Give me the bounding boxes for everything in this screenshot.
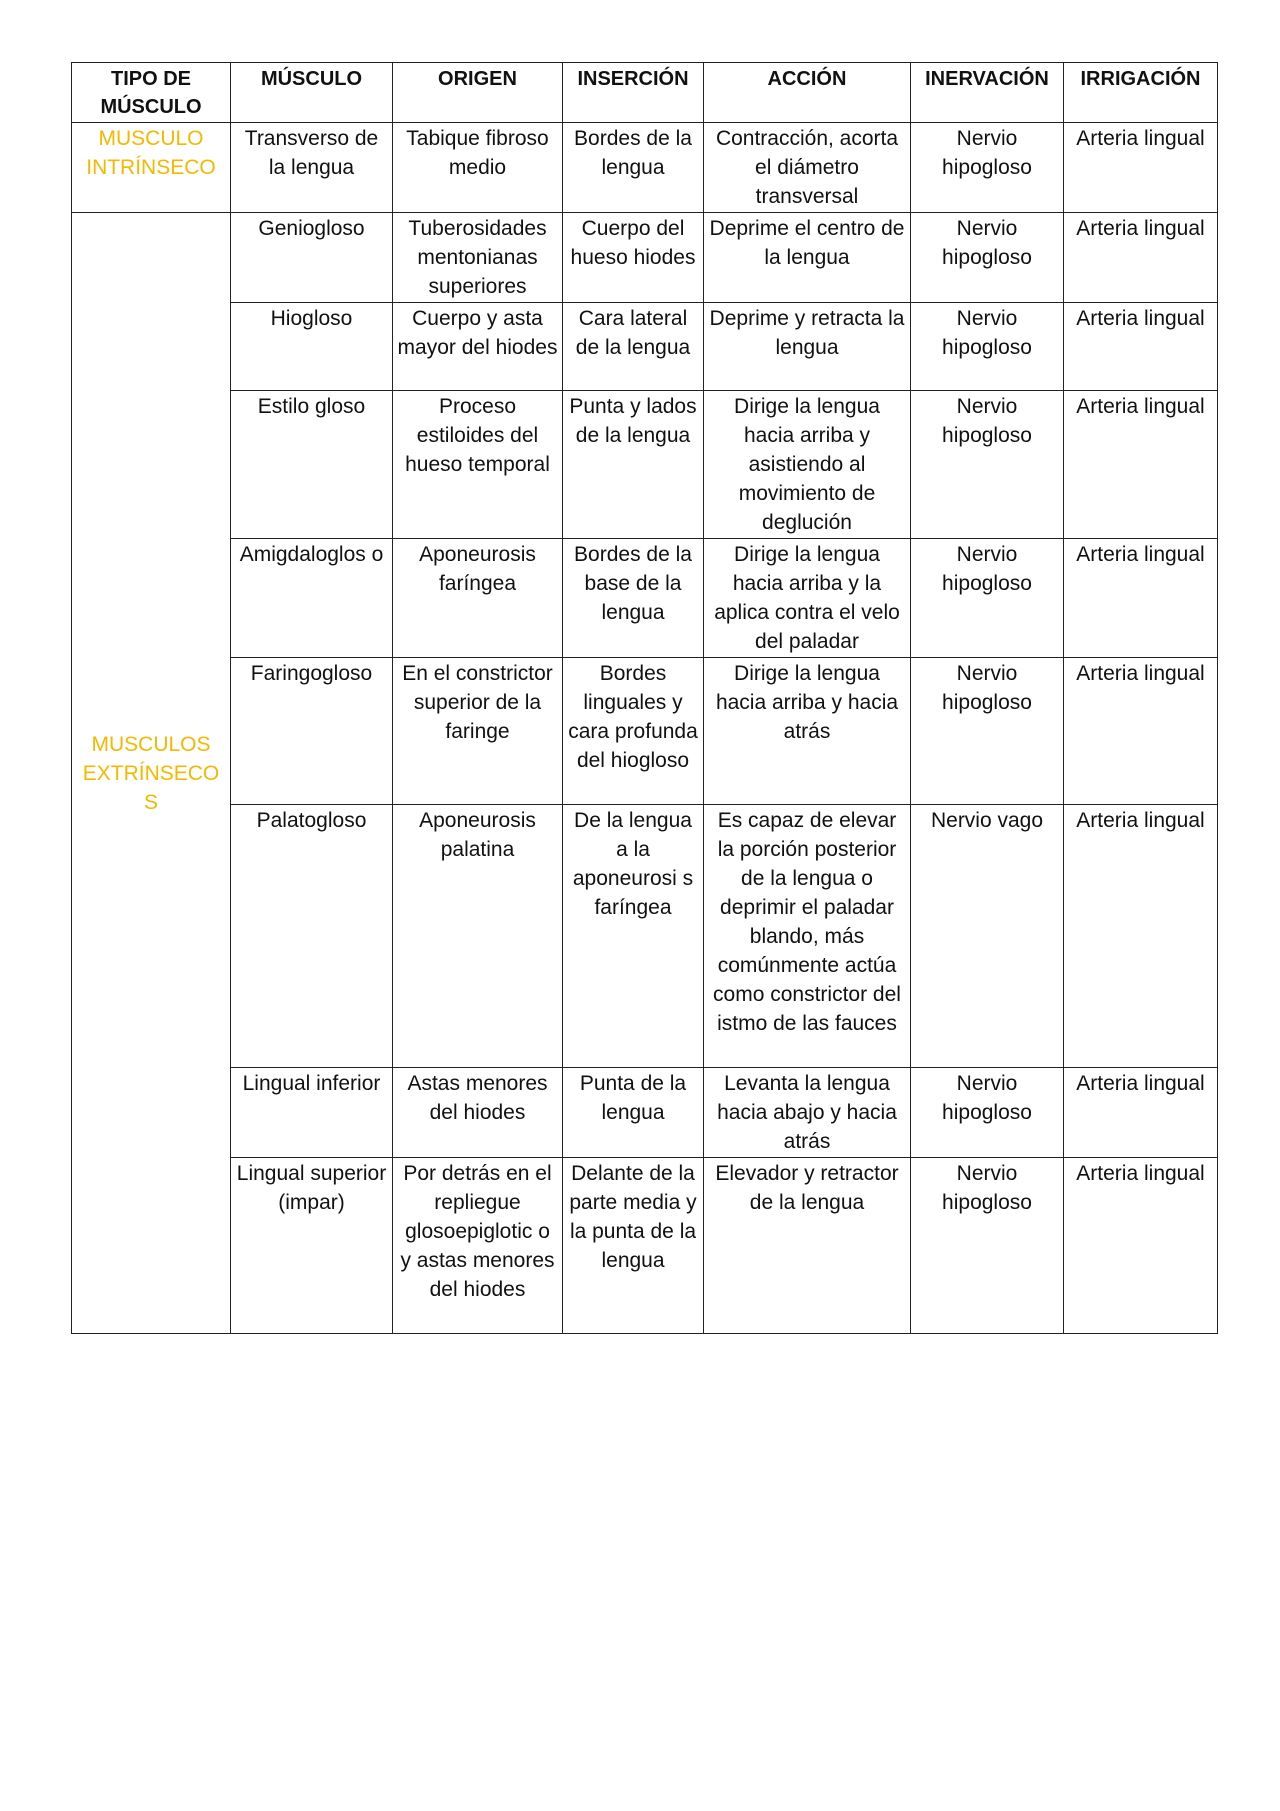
accion-cell: Dirige la lengua hacia arriba y la aplica contra el velo del paladar — [704, 539, 911, 658]
origen-cell: Cuerpo y asta mayor del hiodes — [393, 303, 563, 391]
table-row — [72, 1068, 1218, 1158]
inervacion-cell: Nervio hipogloso — [911, 1068, 1064, 1158]
header-accion: ACCIÓN — [704, 63, 911, 123]
header-tipo-de-musculo: TIPO DE MÚSCULO — [72, 63, 231, 123]
musculo-cell: Lingual inferior — [231, 1068, 393, 1158]
irrigacion-cell: Arteria lingual — [1064, 391, 1218, 539]
origen-cell: Aponeurosis faríngea — [393, 539, 563, 658]
insercion-cell: Bordes linguales y cara profunda del hiogloso — [563, 658, 704, 805]
header-irrigacion: IRRIGACIÓN — [1064, 63, 1218, 123]
insercion-cell: De la lengua a la aponeurosi s faríngea — [563, 805, 704, 1068]
header-origen: ORIGEN — [393, 63, 563, 123]
table-row — [72, 805, 1218, 1068]
musculo-cell: Hiogloso — [231, 303, 393, 391]
irrigacion-cell: Arteria lingual — [1064, 123, 1218, 213]
accion-cell: Contracción, acorta el diámetro transversal — [704, 123, 911, 213]
table-row — [72, 123, 1218, 213]
origen-cell: Aponeurosis palatina — [393, 805, 563, 1068]
inervacion-cell: Nervio hipogloso — [911, 123, 1064, 213]
accion-cell: Es capaz de elevar la porción posterior de la lengua o deprimir el paladar blando, más comúnmente actúa como constrictor del istmo de las fauces — [704, 805, 911, 1068]
origen-cell: Tabique fibroso medio — [393, 123, 563, 213]
irrigacion-cell: Arteria lingual — [1064, 213, 1218, 303]
musculo-cell: Palatogloso — [231, 805, 393, 1068]
origen-cell: En el constrictor superior de la faringe — [393, 658, 563, 805]
table-row — [72, 391, 1218, 539]
irrigacion-cell: Arteria lingual — [1064, 539, 1218, 658]
musculo-cell: Faringogloso — [231, 658, 393, 805]
insercion-cell: Cuerpo del hueso hiodes — [563, 213, 704, 303]
insercion-cell: Delante de la parte media y la punta de la lengua — [563, 1158, 704, 1334]
musculo-cell: Geniogloso — [231, 213, 393, 303]
table-row — [72, 213, 1218, 303]
origen-cell: Por detrás en el repliegue glosoepiglotic o y astas menores del hiodes — [393, 1158, 563, 1334]
table-header — [72, 63, 1218, 123]
accion-cell: Deprime el centro de la lengua — [704, 213, 911, 303]
table-row — [72, 658, 1218, 805]
insercion-cell: Punta y lados de la lengua — [563, 391, 704, 539]
musculo-cell: Transverso de la lengua — [231, 123, 393, 213]
accion-cell: Dirige la lengua hacia arriba y asistiendo al movimiento de deglución — [704, 391, 911, 539]
table-row — [72, 303, 1218, 391]
inervacion-cell: Nervio hipogloso — [911, 213, 1064, 303]
header-musculo: MÚSCULO — [231, 63, 393, 123]
inervacion-cell: Nervio hipogloso — [911, 539, 1064, 658]
header-row — [72, 63, 1218, 123]
musculo-cell: Lingual superior (impar) — [231, 1158, 393, 1334]
musculo-cell: Estilo gloso — [231, 391, 393, 539]
accion-cell: Elevador y retractor de la lengua — [704, 1158, 911, 1334]
inervacion-cell: Nervio hipogloso — [911, 1158, 1064, 1334]
musculo-cell: Amigdaloglos o — [231, 539, 393, 658]
type-cell-intrinseco: MUSCULO INTRÍNSECO — [72, 123, 231, 213]
table-row — [72, 1158, 1218, 1334]
origen-cell: Astas menores del hiodes — [393, 1068, 563, 1158]
insercion-cell: Punta de la lengua — [563, 1068, 704, 1158]
inervacion-cell: Nervio hipogloso — [911, 303, 1064, 391]
irrigacion-cell: Arteria lingual — [1064, 1158, 1218, 1334]
inervacion-cell: Nervio hipogloso — [911, 658, 1064, 805]
accion-cell: Deprime y retracta la lengua — [704, 303, 911, 391]
muscle-table — [71, 62, 1218, 1334]
accion-cell: Levanta la lengua hacia abajo y hacia atrás — [704, 1068, 911, 1158]
origen-cell: Proceso estiloides del hueso temporal — [393, 391, 563, 539]
accion-cell: Dirige la lengua hacia arriba y hacia atrás — [704, 658, 911, 805]
header-inervacion: INERVACIÓN — [911, 63, 1064, 123]
irrigacion-cell: Arteria lingual — [1064, 805, 1218, 1068]
type-cell-extrinsecos: MUSCULOS EXTRÍNSECOS — [72, 213, 231, 1334]
document-page — [71, 62, 1217, 1334]
origen-cell: Tuberosidades mentonianas superiores — [393, 213, 563, 303]
irrigacion-cell: Arteria lingual — [1064, 658, 1218, 805]
insercion-cell: Bordes de la base de la lengua — [563, 539, 704, 658]
irrigacion-cell: Arteria lingual — [1064, 303, 1218, 391]
table-body — [72, 123, 1218, 1334]
insercion-cell: Cara lateral de la lengua — [563, 303, 704, 391]
irrigacion-cell: Arteria lingual — [1064, 1068, 1218, 1158]
inervacion-cell: Nervio hipogloso — [911, 391, 1064, 539]
header-insercion: INSERCIÓN — [563, 63, 704, 123]
table-row — [72, 539, 1218, 658]
inervacion-cell: Nervio vago — [911, 805, 1064, 1068]
insercion-cell: Bordes de la lengua — [563, 123, 704, 213]
